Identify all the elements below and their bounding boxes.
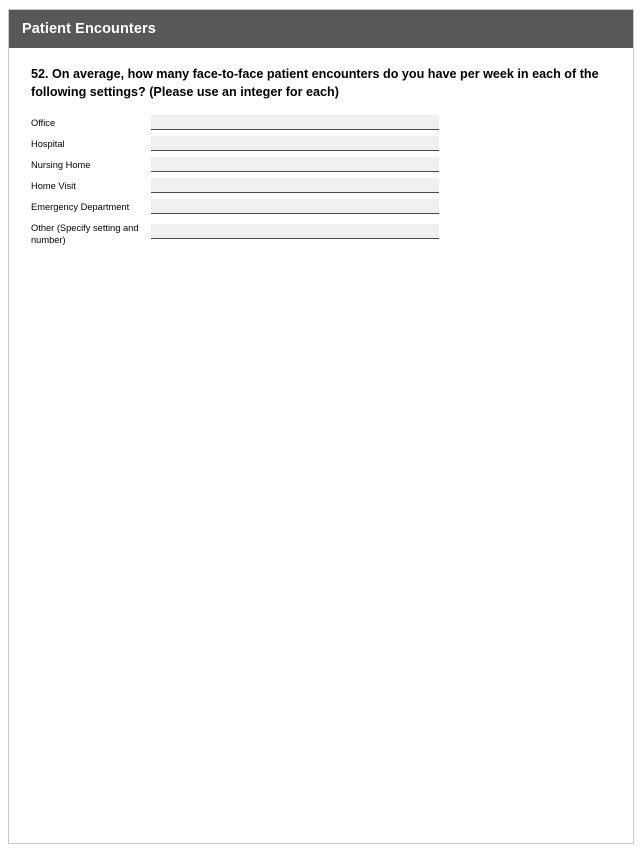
answer-row-emergency-department xyxy=(31,199,611,214)
input-other[interactable] xyxy=(151,224,439,239)
input-emergency-department[interactable] xyxy=(151,199,439,214)
input-nursing-home[interactable] xyxy=(151,157,439,172)
question-text: 52. On average, how many face-to-face patient encounters do you have per week in each of the following settings? (Please use an integer for each) xyxy=(31,67,599,100)
answer-rows xyxy=(31,115,611,247)
input-office[interactable] xyxy=(151,115,439,130)
survey-page xyxy=(8,9,634,844)
answer-row-office xyxy=(31,115,611,130)
input-hospital[interactable] xyxy=(151,136,439,151)
input-home-visit[interactable] xyxy=(151,178,439,193)
label-nursing-home: Nursing Home xyxy=(31,159,91,170)
answer-row-nursing-home xyxy=(31,157,611,172)
section-title: Patient Encounters xyxy=(22,21,156,37)
section-header xyxy=(9,10,633,48)
label-office: Office xyxy=(31,117,56,128)
answer-row-hospital xyxy=(31,136,611,151)
question-content xyxy=(9,48,633,247)
label-other: Other (Specify setting and number) xyxy=(31,222,139,246)
label-home-visit: Home Visit xyxy=(31,180,76,191)
label-hospital: Hospital xyxy=(31,138,65,149)
answer-row-other xyxy=(31,220,611,247)
answer-row-home-visit xyxy=(31,178,611,193)
label-emergency-department: Emergency Department xyxy=(31,201,130,212)
